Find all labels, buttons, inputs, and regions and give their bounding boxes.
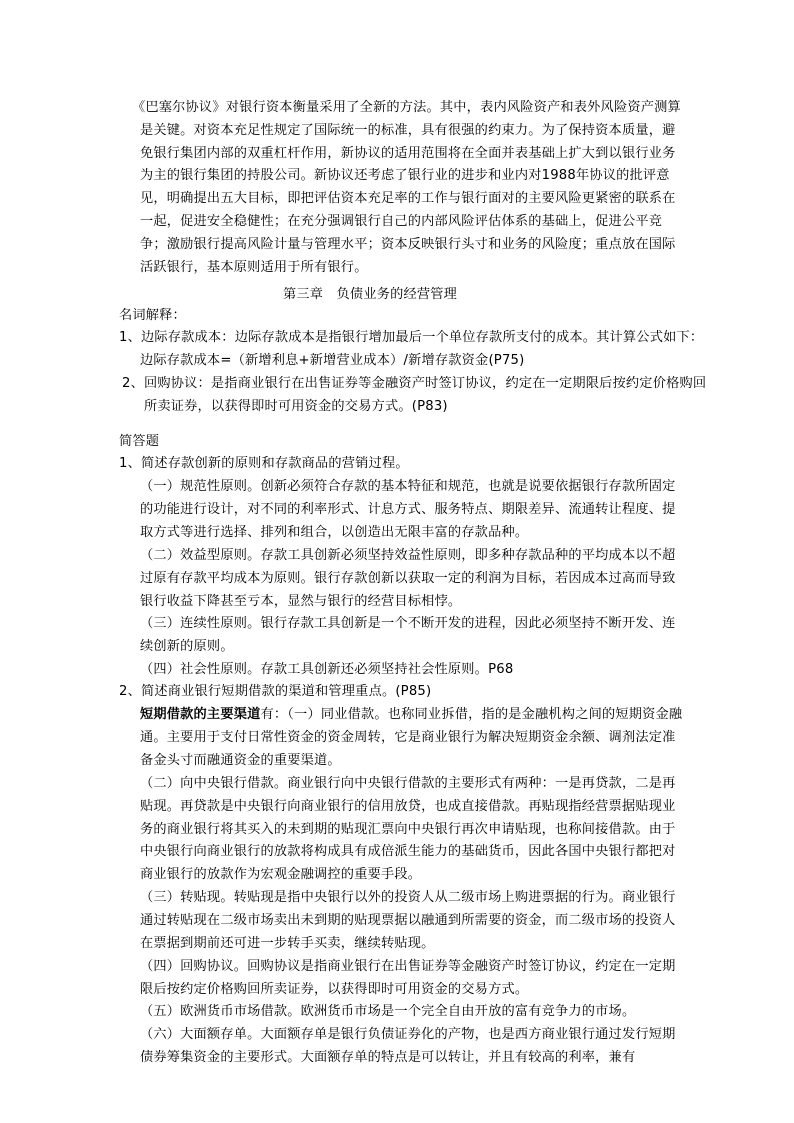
question-1: 1、简述存款创新的原则和存款商品的营销过程。 [119,456,409,471]
answer-point: （二）向中央银行借款。商业银行向中央银行借款的主要形式有两种：一是再贷款，二是再贴现。再贷款是中央银行向商业银行的信用放贷，也成直接借款。再贴现指经营票据贴现业务的商业银行将其买入的未到期的贴现汇票向中央银行再次申请贴现，也称间接借款。由于中央银行向商业银行的放款将构成具有成倍派生能力的基础货币，因此各国中央银行都把对商业银行的放款作为宏观金融调控的重要手段。 [140,776,676,883]
answer-point: （四）社会性原则。存款工具创新还必须坚持社会性原则。P68 [140,662,514,677]
question-2: 2、简述商业银行短期借款的渠道和管理重点。(P85) [119,684,432,699]
answer-point: （五）欧洲货币市场借款。欧洲货币市场是一个完全自由开放的富有竞争力的市场。 [140,1004,636,1019]
term-item: 1、边际存款成本：边际存款成本是指银行增加最后一个单位存款所支付的成本。其计算公式如下： 边际存款成本=（新增利息+新增营业成本）/新增存款资金(P75) [119,330,724,368]
lead-rest: 有：（一）同业借款。也称同业拆借，指的是金融机构之间的短期资金融通。主要用于支付日常性资金的资金周转，它是商业银行为解决短期资金余额、调剂法定准备金头寸而融通资金的重要渠道。 [140,707,683,768]
answer-point: （三）转贴现。转贴现是指中央银行以外的投资人从二级市场上购进票据的行为。商业银行通过转贴现在二级市场卖出未到期的贴现票据以融通到所需要的资金，而二级市场的投资人在票据到期前还可进一步转手买卖，继续转贴现。 [140,890,676,951]
bold-lead: 短期借款的主要渠道 [140,707,261,722]
answer-point: （二）效益型原则。存款工具创新必须坚持效益性原则，即多种存款品种的平均成本以不超过原有存款平均成本为原则。银行存款创新以获取一定的利润为目标，若因成本过高而导致银行收益下降甚至亏本，显然与银行的经营目标相悖。 [140,548,676,609]
chapter-title: 第三章 负债业务的经营管理 [283,287,458,302]
answer-lead [140,704,685,772]
terms-heading: 名词解释： [119,308,186,323]
short-answer-heading: 简答题 [119,434,160,449]
term-item: 2、回购协议：是指商业银行在出售证券等金融资产时签订协议，约定在一定期限后按约定价格购回所卖证券，以获得即时可用资金的交易方式。(P83) [122,376,707,414]
answer-point: （四）回购协议。回购协议是指商业银行在出售证券等金融资产时签订协议，约定在一定期限后按约定价格购回所卖证券，以获得即时可用资金的交易方式。 [140,959,676,997]
answer-point: （一）规范性原则。创新必须符合存款的基本特征和规范，也就是说要依据银行存款所固定的功能进行设计，对不同的利率形式、计息方式、服务特点、期限差异、流通转让程度、提取方式等进行选择、排列和组合，以创造出无限丰富的存款品种。 [140,479,676,540]
answer-point: （三）连续性原则。银行存款工具创新是一个不断开发的进程，因此必须坚持不断开发、连续创新的原则。 [140,616,676,654]
intro-paragraph: 《巴塞尔协议》对银行资本衡量采用了全新的方法。其中，表内风险资产和表外风险资产测算是关键。对资本充足性规定了国际统一的标准，具有很强的约束力。为了保持资本质量，避免银行集团内部的双重杠杆作用，新协议的适用范围将在全面并表基础上扩大到以银行业务为主的银行集团的持股公司。新协议还考虑了银行业的进步和业内对1988年协议的批评意见，明确提出五大目标，即把评估资本充足率的工作与银行面对的主要风险更紧密的联系在一起，促进安全稳健性；在充分强调银行自己的内部风险评估体系的基础上，促进公平竞争；激励银行提高风险计量与管理水平；资本反映银行头寸和业务的风险度；重点放在国际活跃银行，基本原则适用于所有银行。 [132,100,681,275]
answer-point: （六）大面额存单。大面额存单是银行负债证券化的产物，也是西方商业银行通过发行短期债券筹集资金的主要形式。大面额存单的特点是可以转让，并且有较高的利率，兼有 [140,1027,676,1065]
